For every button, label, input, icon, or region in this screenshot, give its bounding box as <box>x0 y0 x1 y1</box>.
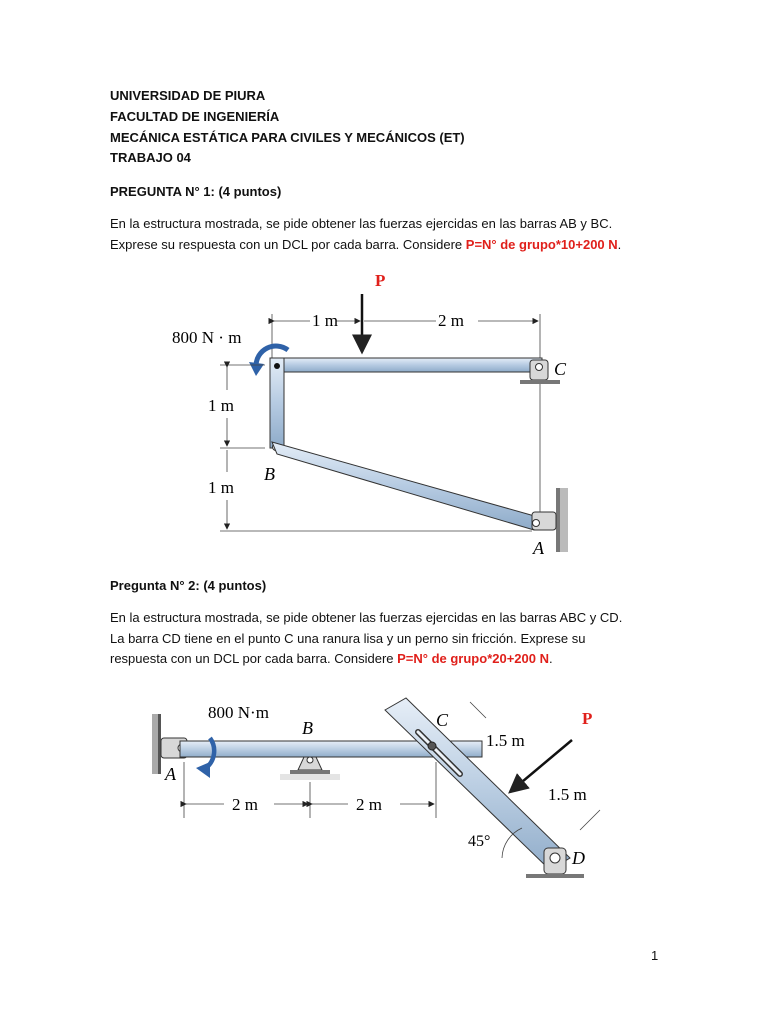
q2-statement <box>110 608 658 670</box>
q1-point-b: B <box>264 464 275 484</box>
q2-line3 <box>110 649 658 670</box>
q1-moment-label: 800 N · m <box>172 328 242 347</box>
q1-end: . <box>617 236 622 252</box>
q2-dim-2m-b: 2 m <box>356 795 382 814</box>
q1-point-c: C <box>554 359 567 379</box>
q2-point-a: A <box>165 764 176 784</box>
q1-line1: En la estructura mostrada, se pide obtener las fuerzas ejercidas en las barras AB y BC. <box>110 216 613 231</box>
q2-load-label: P <box>582 709 593 728</box>
faculty-name: FACULTAD DE INGENIERÍA <box>110 109 280 124</box>
q1-dim-2m: 2 m <box>438 311 464 330</box>
q2-point-c: C <box>436 710 449 730</box>
assignment-title: TRABAJO 04 <box>110 150 191 165</box>
q2-point-b: B <box>302 718 313 738</box>
q1-dim-1m: 1 m <box>312 311 338 330</box>
q2-end: . <box>549 651 553 666</box>
q2-line2: La barra CD tiene en el punto C una ranura lisa y un perno sin fricción. Exprese su <box>110 630 586 646</box>
q1-statement <box>110 214 658 255</box>
page-number: 1 <box>651 948 659 963</box>
q1-figure <box>160 266 580 566</box>
q2-title: Pregunta N° 2: (4 puntos) <box>110 578 267 593</box>
q2-moment-label: 800 N·m <box>208 703 269 722</box>
university-name: UNIVERSIDAD DE PIURA <box>110 88 266 103</box>
q2-line3-text: respuesta con un DCL por cada barra. Considere <box>110 651 398 666</box>
q2-dim-2m-a: 2 m <box>232 795 258 814</box>
q1-formula: P=N° de grupo*10+200 N <box>465 236 618 252</box>
q2-line1: En la estructura mostrada, se pide obtener las fuerzas ejercidas en las barras ABC y CD. <box>110 610 623 625</box>
q2-dim-15b: 1.5 m <box>548 785 587 804</box>
q2-angle: 45° <box>468 833 491 850</box>
q2-point-d: D <box>572 848 585 868</box>
q2-figure <box>130 690 630 890</box>
q1-title: PREGUNTA N° 1: (4 puntos) <box>110 184 282 199</box>
q1-dim-v2: 1 m <box>208 478 234 497</box>
q1-line2-text: Exprese su respuesta con un DCL por cada barra. Considere <box>110 236 466 252</box>
course-name: MECÁNICA ESTÁTICA PARA CIVILES Y MECÁNICOS (ET) <box>110 130 465 145</box>
q1-point-a: A <box>533 538 544 558</box>
q1-line2 <box>110 235 658 256</box>
q1-bar-ab <box>272 442 538 530</box>
q2-formula: P=N° de grupo*20+200 N <box>397 651 549 666</box>
q2-dim-15a: 1.5 m <box>486 731 525 750</box>
q1-load-label: P <box>375 271 386 290</box>
q1-dim-v1: 1 m <box>208 396 234 415</box>
